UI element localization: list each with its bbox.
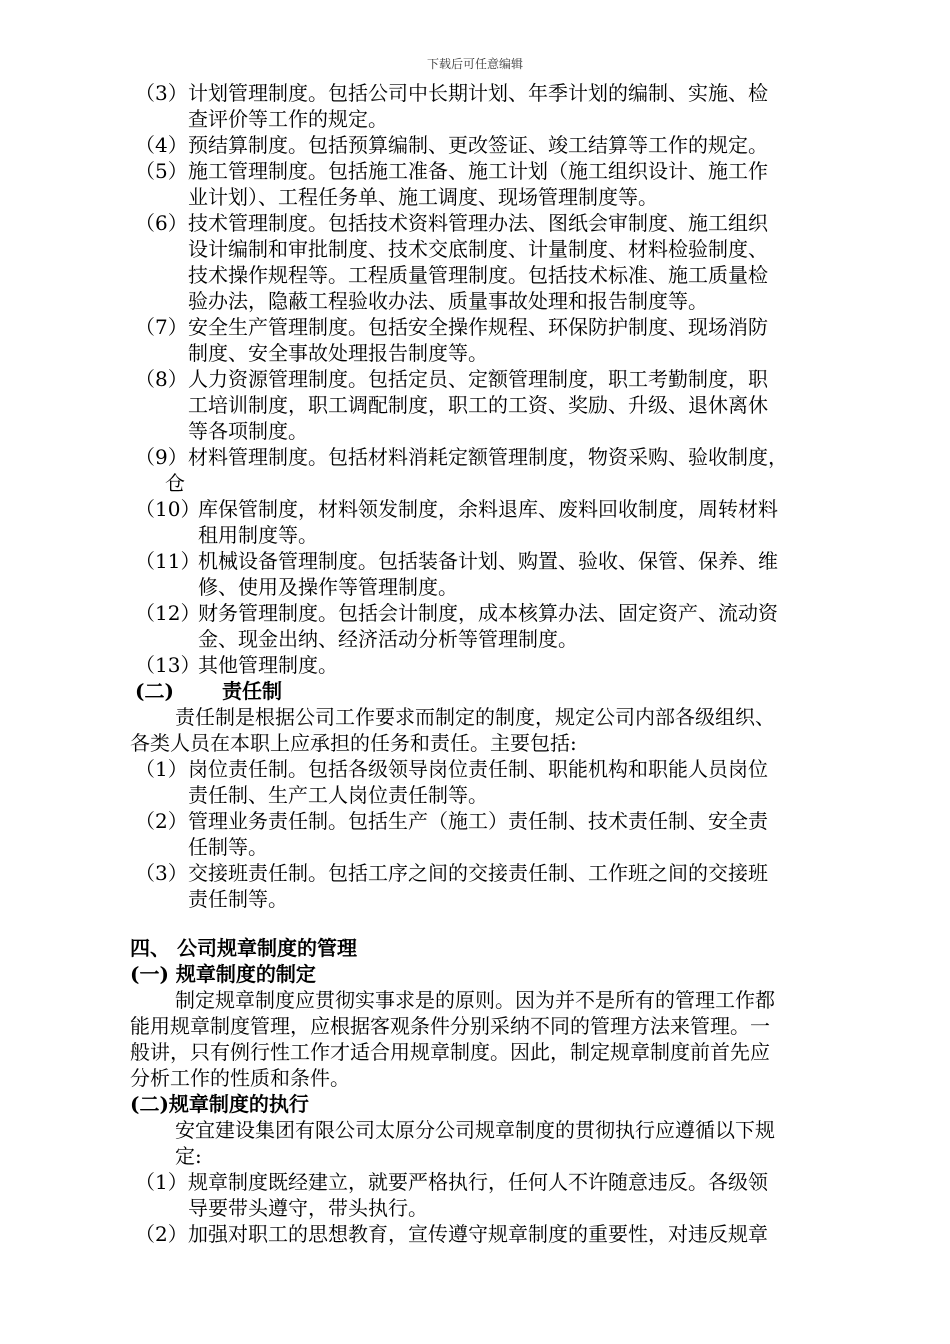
list-item-text: 技术管理制度。包括技术资料管理办法、图纸会审制度、施工组织 [188,211,768,235]
list-item-number: （8） [135,367,188,391]
paragraph-line: 各类人员在本职上应承担的任务和责任。主要包括: [130,731,577,755]
list-item-text: 仓 [165,471,185,495]
list-item-text: 设计编制和审批制度、技术交底制度、计量制度、材料检验制度、 [188,237,768,261]
list-item-text: 管理业务责任制。包括生产（施工）责任制、技术责任制、安全责 [188,809,768,833]
list-item-text: 租用制度等。 [198,523,318,547]
subsection-heading: (一) 规章制度的制定 [130,962,316,986]
list-item-text: 业计划）、工程任务单、施工调度、现场管理制度等。 [188,185,658,209]
list-item-number: （13） [135,653,201,677]
list-item-number: （1） [135,757,188,781]
section-number: (二) [135,679,174,703]
list-item-text: 规章制度既经建立，就要严格执行，任何人不许随意违反。各级领 [188,1170,768,1194]
list-item-number: （6） [135,211,188,235]
list-item-text: 技术操作规程等。工程质量管理制度。包括技术标准、施工质量检 [188,263,768,287]
list-item-text: 制度、安全事故处理报告制度等。 [188,341,488,365]
list-item-text: 验办法，隐蔽工程验收办法、质量事故处理和报告制度等。 [188,289,708,313]
list-item-text: 加强对职工的思想教育，宣传遵守规章制度的重要性，对违反规章 [188,1222,768,1246]
list-item-text: 工培训制度，职工调配制度，职工的工资、奖励、升级、退休离休 [188,393,768,417]
list-item-number: （2） [135,1222,188,1246]
page-header: 下载后可任意编辑 [426,57,523,71]
list-item-text: 预结算制度。包括预算编制、更改签证、竣工结算等工作的规定。 [188,133,768,157]
list-item-text: 导要带头遵守，带头执行。 [188,1196,428,1220]
list-item-number: （5） [135,159,188,183]
list-item-number: （2） [135,809,188,833]
list-item-text: 安全生产管理制度。包括安全操作规程、环保防护制度、现场消防 [188,315,768,339]
list-item-text: 施工管理制度。包括施工准备、施工计划（施工组织设计、施工作 [188,159,768,183]
section-title: 责任制 [222,679,282,703]
list-item-text: 计划管理制度。包括公司中长期计划、年季计划的编制、实施、检 [188,81,768,105]
list-item-number: （11） [135,549,201,573]
paragraph-line: 能用规章制度管理，应根据客观条件分别采纳不同的管理方法来管理。一 [130,1014,770,1038]
list-item-text: 任制等。 [188,835,268,859]
list-item-text: 等各项制度。 [188,419,308,443]
paragraph-line: 制定规章制度应贯彻实事求是的原则。因为并不是所有的管理工作都 [175,988,775,1012]
list-item-text: 机械设备管理制度。包括装备计划、购置、验收、保管、保养、维 [198,549,778,573]
list-item-text: 库保管制度，材料领发制度，余料退库、废料回收制度，周转材料 [198,497,778,521]
list-item-number: （3） [135,861,188,885]
list-item-text: 金、现金出纳、经济活动分析等管理制度。 [198,627,578,651]
list-item-text: 责任制、生产工人岗位责任制等。 [188,783,488,807]
paragraph-line: 分析工作的性质和条件。 [130,1066,350,1090]
list-item-text: 责任制等。 [188,887,288,911]
list-item-number: （7） [135,315,188,339]
list-item-number: （9） [135,445,188,469]
list-item-text: 财务管理制度。包括会计制度，成本核算办法、固定资产、流动资 [198,601,778,625]
list-item-text: 修、使用及操作等管理制度。 [198,575,458,599]
paragraph-line: 责任制是根据公司工作要求而制定的制度，规定公司内部各级组织、 [175,705,775,729]
list-item-text: 查评价等工作的规定。 [188,107,388,131]
paragraph-line: 定: [175,1144,202,1168]
chapter-heading: 四、 公司规章制度的管理 [130,936,357,960]
list-item-number: （10） [135,497,201,521]
list-item-text: 岗位责任制。包括各级领导岗位责任制、职能机构和职能人员岗位 [188,757,768,781]
subsection-heading: (二)规章制度的执行 [130,1092,309,1116]
list-item-number: （1） [135,1170,188,1194]
paragraph-line: 般讲，只有例行性工作才适合用规章制度。因此，制定规章制度前首先应 [130,1040,770,1064]
list-item-text: 其他管理制度。 [198,653,338,677]
paragraph-line: 安宜建设集团有限公司太原分公司规章制度的贯彻执行应遵循以下规 [175,1118,775,1142]
list-item-text: 材料管理制度。包括材料消耗定额管理制度，物资采购、验收制度， [188,445,788,469]
list-item-number: （3） [135,81,188,105]
list-item-number: （4） [135,133,188,157]
list-item-text: 人力资源管理制度。包括定员、定额管理制度，职工考勤制度，职 [188,367,768,391]
list-item-number: （12） [135,601,201,625]
list-item-text: 交接班责任制。包括工序之间的交接责任制、工作班之间的交接班 [188,861,768,885]
